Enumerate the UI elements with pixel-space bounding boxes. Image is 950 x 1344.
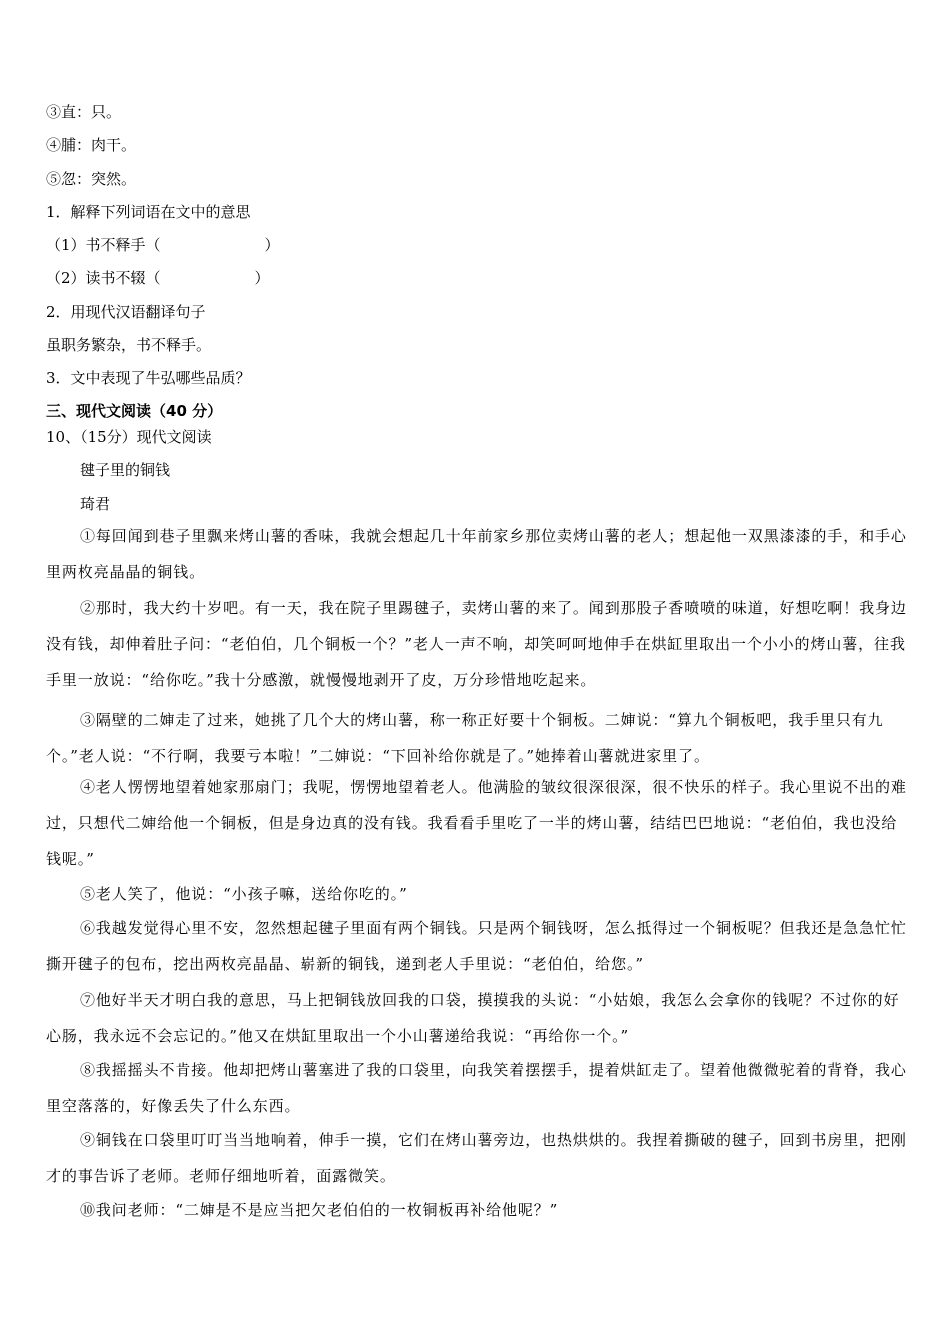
article-author: 琦君 [80,495,111,513]
article-title: 毽子里的铜钱 [80,461,171,479]
note-4: ④脯：肉干。 [46,136,137,154]
article-paragraph: ②那时，我大约十岁吧。有一天，我在院子里踢毽子，卖烤山薯的来了。闻到那股子香喷喷的味道，好想吃啊！我身边没有钱，却伸着肚子问：“老伯伯，几个铜板一个？”老人一声不响，却笑呵呵地伸手在烘缸里取出一个小小的烤山薯，往我手里一放说：“给你吃。”我十分感激，就慢慢地剥开了皮，万分珍惜地吃起来。 [46,599,907,689]
article-paragraph: ①每回闻到巷子里飘来烤山薯的香味，我就会想起几十年前家乡那位卖烤山薯的老人；想起他一双黑漆漆的手，和手心里两枚亮晶晶的铜钱。 [46,527,907,581]
question-1b-label: （2）读书不辍（ [46,269,161,287]
article-paragraph: ④老人愣愣地望着她家那扇门；我呢，愣愣地望着老人。他满脸的皱纹很深很深，很不快乐的样子。我心里说不出的难过，只想代二婶给他一个铜板，但是身边真的没有钱。我看看手里吃了一半的烤山薯，结结巴巴地说：“老伯伯，我也没给钱呢。” [46,778,907,868]
question-1b-close: ） [254,269,270,287]
note-3: ③直：只。 [46,103,122,121]
question-10: 10、（15分）现代文阅读 [46,428,212,446]
question-1b [46,268,270,288]
article-paragraph: ⑥我越发觉得心里不安，忽然想起毽子里面有两个铜钱。只是两个铜钱呀，怎么抵得过一个铜板呢？但我还是急急忙忙撕开毽子的包布，挖出两枚亮晶晶、崭新的铜钱，递到老人手里说：“老伯伯，给您。” [46,919,907,973]
question-3: 3．文中表现了牛弘哪些品质？ [46,369,251,387]
article-paragraph: ⑦他好半天才明白我的意思，马上把铜钱放回我的口袋，摸摸我的头说：“小姑娘，我怎么会拿你的钱呢？不过你的好心肠，我永远不会忘记的。”他又在烘缸里取出一个小山薯递给我说：“再给你一个。” [46,991,900,1045]
article-paragraph: ⑤老人笑了，他说：“小孩子嘛，送给你吃的。” [80,885,408,903]
article-paragraph: ③隔壁的二婶走了过来，她挑了几个大的烤山薯，称一称正好要十个铜板。二婶说：“算九个铜板吧，我手里只有九个。”老人说：“不行啊，我要亏本啦！”二婶说：“下回补给你就是了。”她捧着山薯就进家里了。 [46,711,884,765]
question-2-sentence: 虽职务繁杂，书不释手。 [46,336,212,354]
note-5: ⑤忽：突然。 [46,170,137,188]
section-heading: 三、现代文阅读（40 分） [46,402,223,420]
question-2-title: 2．用现代汉语翻译句子 [46,303,206,321]
question-1a [46,235,280,255]
article-paragraph: ⑨铜钱在口袋里叮叮当当地响着，伸手一摸，它们在烤山薯旁边，也热烘烘的。我捏着撕破的毽子，回到书房里，把刚才的事告诉了老师。老师仔细地听着，面露微笑。 [46,1131,907,1185]
article-paragraph: ⑧我摇摇头不肯接。他却把烤山薯塞进了我的口袋里，向我笑着摆摆手，提着烘缸走了。望着他微微驼着的背脊，我心里空落落的，好像丢失了什么东西。 [46,1061,907,1115]
question-1a-label: （1）书不释手（ [46,236,161,254]
question-1-title: 1．解释下列词语在文中的意思 [46,203,251,221]
article-paragraph: ⑩我问老师：“二婶是不是应当把欠老伯伯的一枚铜板再补给他呢？” [80,1201,559,1219]
question-1a-close: ） [264,236,280,254]
